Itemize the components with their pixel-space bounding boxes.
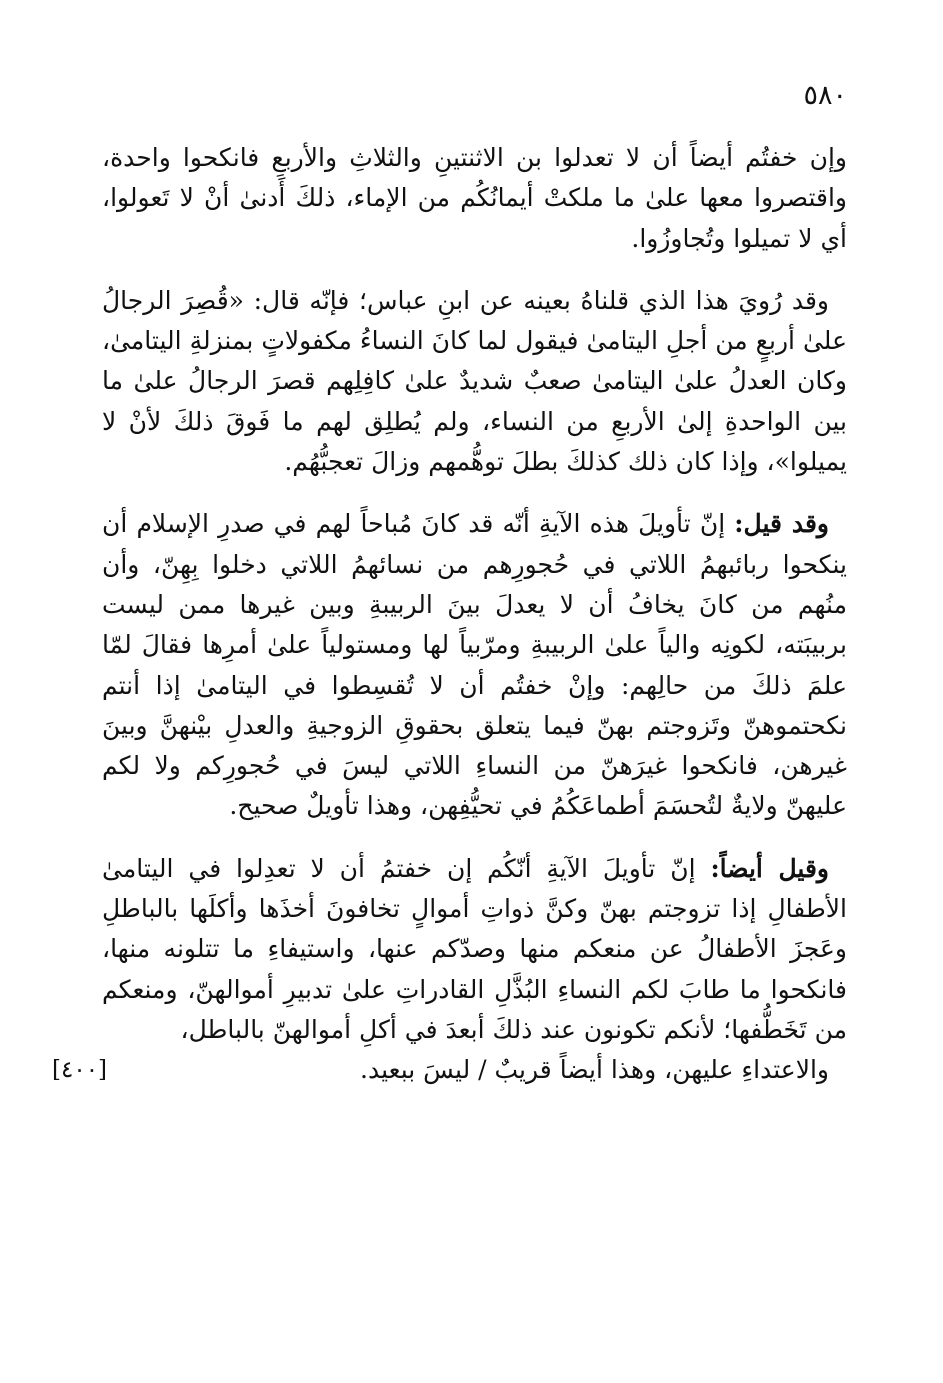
paragraph-text: إنّ تأويلَ الآيةِ أنّكُم إن خفتمُ أن لا تعدِلوا في اليتامىٰ الأطفالِ إذا تزوجتم بهنّ وكنَّ ذواتِ أموالٍ تخافونَ أخذَها وأكلَها بالباطلِ وعَجزَ الأطفالُ عن منعكم منها وصدّكم عنها، واستيفاءِ ما تتلونه منها، فانكحوا ما طابَ لكم النساءِ البُذَّلِ القادراتِ علىٰ تدبيرِ أموالهنّ، ومنعكم من تَخَطُّفها؛ لأنكم تكونون عند ذلكَ أبعدَ في أكلِ أموالهنّ بالباطل، xyxy=(102,853,847,1044)
paragraph-2 xyxy=(102,281,847,482)
paragraph-4 xyxy=(52,849,847,1091)
paragraph-lead: وقيل أيضاً: xyxy=(710,853,829,883)
paragraph-1 xyxy=(102,138,847,259)
paragraph-last-line-text: والاعتداءِ عليهن، وهذا أيضاً قريبٌ / ليسَ ببعيد. xyxy=(360,1055,829,1085)
paragraph-text: وقد رُويَ هذا الذي قلناهُ بعينه عن ابنِ عباس؛ فإنّه قال: «قُصِرَ الرجالُ علىٰ أربعٍ من أجلِ اليتامىٰ فيقول لما كانَ النساءُ مكفولاتٍ بمنزلةِ اليتامىٰ، وكان العدلُ علىٰ اليتامىٰ صعبٌ شديدٌ علىٰ كافِلِهم قصرَ الرجالُ علىٰ ما بين الواحدةِ إلىٰ الأربعِ من النساء، ولم يُطلِق لهم ما فَوقَ ذلكَ لأنْ لا يميلوا»، وإذا كان ذلك كذلكَ بطلَ توهُّمهم وزالَ تعجبُّهُم. xyxy=(102,285,847,477)
paragraph-last-line xyxy=(52,1050,847,1090)
paragraph-lead: وقد قيل: xyxy=(734,509,829,539)
paragraph-text: وإن خفتُم أيضاً أن لا تعدلوا بن الاثنتينِ والثلاثِ والأربعِ فانكحوا واحدة، واقتصروا معها علىٰ ما ملكتْ أيمانُكُم من الإماء، ذلكَ أَدنىٰ أنْ لا تَعولوا، أي لا تميلوا وتُجاوزُوا. xyxy=(102,143,847,253)
text-body xyxy=(52,138,847,1113)
paragraph-text: إنّ تأويلَ هذه الآيةِ أنّه قد كانَ مُباحاً لهم في صدرِ الإسلام أن ينكحوا ربائبهمُ اللاتي في حُجورِهم من نسائهمُ اللاتي دخلوا بِهِنّ، وأن منُهم من كانَ يخافُ أن لا يعدلَ بينَ الربيبةِ وبين غيرها ممن ليست بربيبَته، لكونِه والياً علىٰ الربيبةِ ومرّبياً لها ومستولياً علىٰ أمرِها فقالَ لمّا علمَ ذلكَ من حالِهم: وإنْ خفتُم أن لا تُقسِطوا في اليتامىٰ إذا أنتم نكحتموهنّ وتَزوجتم بهنّ فيما يتعلق بحقوقِ الزوجيةِ والعدلِ بيْنهنَّ وبينَ غيرهن، فانكحوا غيرَهنّ من النساءِ اللاتي ليسَ في حُجورِكم ولا لكم عليهنّ ولايةٌ لتُحسَمَ أطماعَكُمُ في تحيُّفِهن، وهذا تأويلٌ صحيح. xyxy=(102,509,847,821)
margin-reference: [٤٠٠] xyxy=(52,1057,108,1084)
page-number: ٥٨٠ xyxy=(803,80,847,111)
paragraph-3 xyxy=(102,504,847,826)
